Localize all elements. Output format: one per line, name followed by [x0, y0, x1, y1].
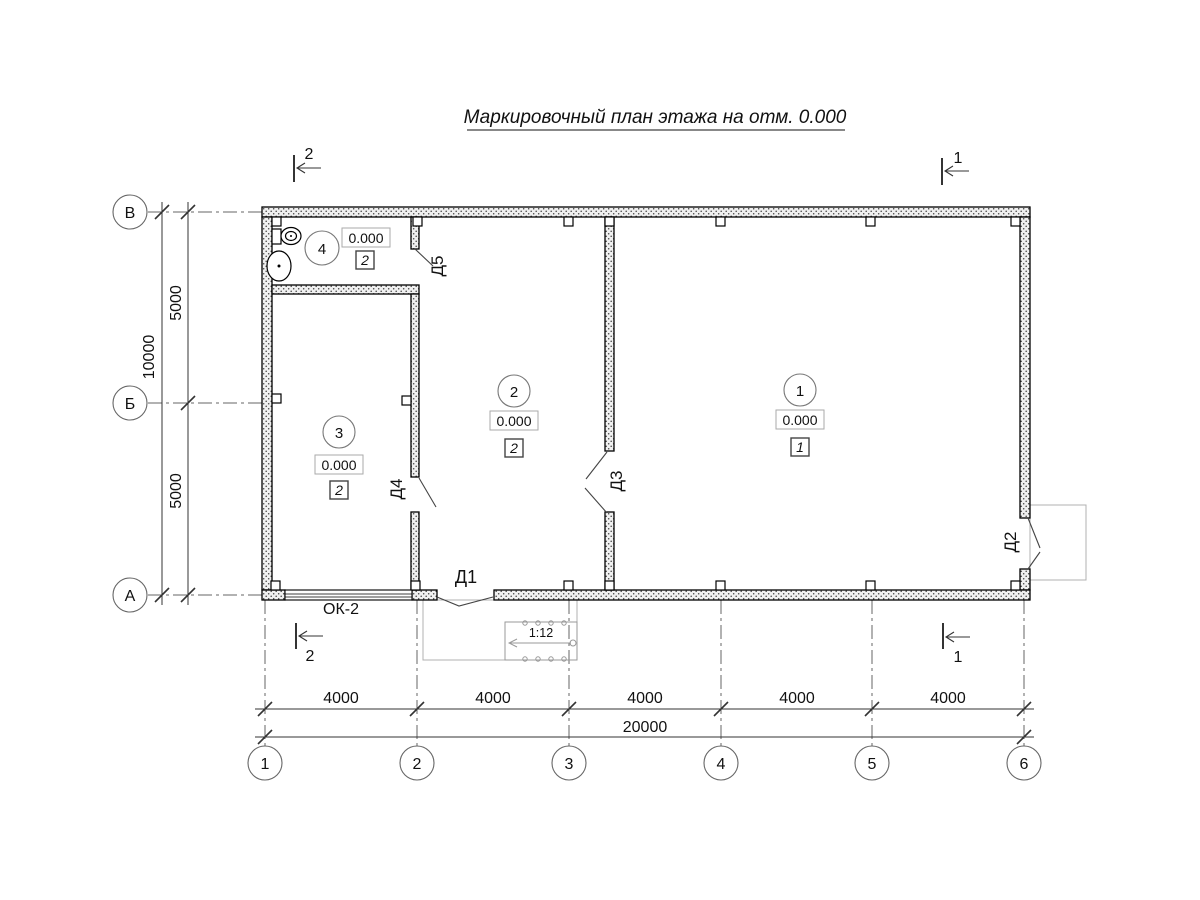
wall-room3-room2-upper — [411, 294, 419, 477]
type-mark: 2 — [510, 440, 518, 456]
wall-bottom-mid — [412, 590, 437, 600]
wall-room3-room2-lower — [411, 512, 419, 590]
section-label: 2 — [305, 648, 315, 665]
type-mark: 2 — [335, 482, 343, 498]
axis-label-a: А — [124, 588, 136, 605]
axis-label-5: 5 — [867, 756, 877, 773]
elevation-value: 0.000 — [782, 412, 818, 428]
wall-room2-room1-lower — [605, 512, 614, 590]
section-label: 1 — [953, 649, 963, 666]
room-1-annotation — [776, 374, 824, 456]
axis-label-v: В — [124, 205, 136, 222]
elevation-value: 0.000 — [348, 230, 384, 246]
ramp-slope-label: 1:12 — [528, 626, 554, 640]
axis-label-4: 4 — [716, 756, 726, 773]
dim-bottom-seg-3: 4000 — [627, 690, 663, 707]
wall-right-upper — [1020, 217, 1030, 518]
door-label-d3: Д3 — [607, 470, 626, 492]
side-porch — [1030, 505, 1086, 580]
toilet-tank — [272, 229, 281, 244]
wall-wc-bottom — [272, 285, 419, 294]
dim-bottom-seg-4: 4000 — [779, 690, 815, 707]
exterior-walls — [262, 207, 1030, 600]
dim-bottom-seg-2: 4000 — [475, 690, 511, 707]
section-mark-1-bottom — [943, 623, 970, 666]
drawing-title — [464, 107, 847, 130]
washbasin-drain — [278, 265, 281, 268]
door-labels — [387, 256, 1020, 587]
room-3-annotation — [315, 416, 363, 499]
axis-bubbles-horizontal — [248, 746, 1041, 780]
door-label-d1: Д1 — [454, 567, 478, 587]
room-2-annotation — [490, 375, 538, 457]
wall-room2-room1-upper — [605, 217, 614, 451]
entrance-ramp — [423, 600, 577, 661]
door-label-d2: Д2 — [1001, 531, 1020, 553]
pier-marks — [271, 217, 1020, 590]
door-d1-swing — [437, 597, 493, 606]
entry-platform — [423, 600, 577, 660]
section-mark-2-bottom — [296, 623, 323, 665]
axis-label-b: Б — [124, 396, 136, 413]
section-label: 2 — [304, 146, 314, 163]
page-title: Маркировочный план этажа на отм. 0.000 — [463, 107, 847, 128]
room-number: 4 — [317, 241, 327, 258]
section-mark-1-top — [942, 150, 969, 185]
sanitary-fixtures — [267, 228, 301, 282]
room-number: 1 — [795, 383, 805, 400]
door-d4-swing — [419, 478, 436, 507]
elevation-value: 0.000 — [321, 457, 357, 473]
axis-label-6: 6 — [1019, 756, 1029, 773]
window-ok2 — [285, 590, 412, 600]
dim-bottom-total: 20000 — [622, 719, 668, 736]
door-label-d5: Д5 — [428, 255, 447, 277]
window-frame — [285, 590, 412, 600]
room-4-annotation — [305, 228, 390, 269]
dim-left-total: 10000 — [141, 334, 158, 380]
section-mark-2-top — [294, 146, 321, 182]
axis-label-2: 2 — [412, 756, 422, 773]
bottom-dimensions — [255, 690, 1034, 744]
door-d3-swing — [585, 488, 607, 513]
axis-bubbles-vertical — [113, 195, 147, 612]
door-label-d4: Д4 — [387, 478, 406, 500]
window-label-ok2: ОК-2 — [323, 601, 359, 618]
axis-label-1: 1 — [260, 756, 270, 773]
axis-label-3: 3 — [564, 756, 574, 773]
dim-left-seg-lower: 5000 — [168, 473, 185, 509]
wall-bottom-left — [262, 590, 285, 600]
wall-top — [262, 207, 1030, 217]
room-number: 3 — [334, 425, 344, 442]
wall-right-lower — [1020, 569, 1030, 590]
dim-left-seg-upper: 5000 — [168, 285, 185, 321]
wall-bottom-right — [494, 590, 1030, 600]
dim-bottom-seg-5: 4000 — [930, 690, 966, 707]
type-mark: 1 — [796, 439, 804, 455]
section-label: 1 — [953, 150, 963, 167]
dim-bottom-seg-1: 4000 — [323, 690, 359, 707]
room-number: 2 — [509, 384, 519, 401]
elevation-value: 0.000 — [496, 413, 532, 429]
toilet-drain — [290, 235, 292, 237]
door-d3-swing — [586, 452, 607, 479]
type-mark: 2 — [361, 252, 369, 268]
